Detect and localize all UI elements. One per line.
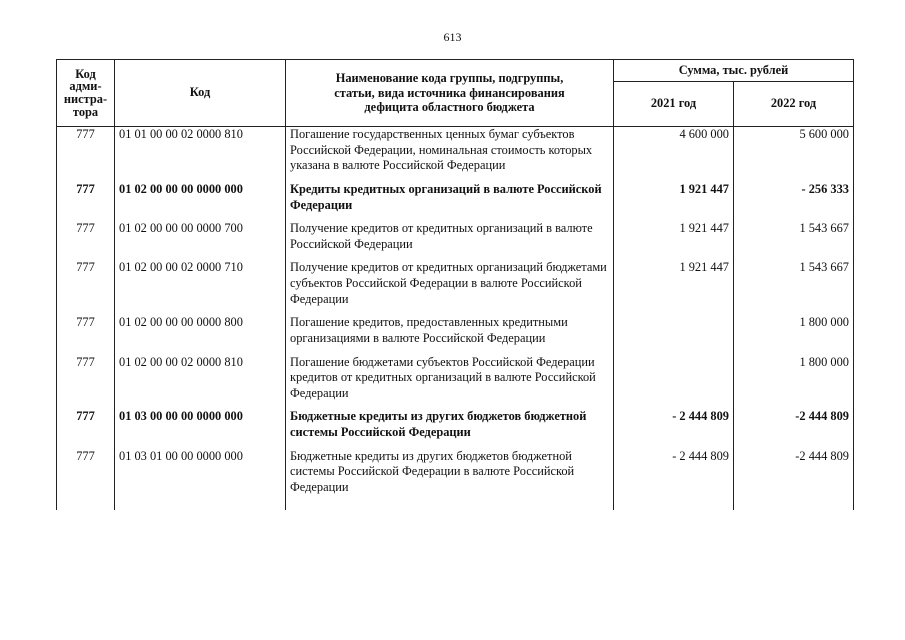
header-admin-line: Код <box>75 66 96 81</box>
cell-amount-2021 <box>614 355 734 410</box>
cell-name: Бюджетные кредиты из других бюджетов бюджетной системы Российской Федерации в валюте Российской Федерации <box>286 449 614 510</box>
cell-amount-2021: - 2 444 809 <box>614 409 734 448</box>
cell-amount-2022: -2 444 809 <box>734 449 854 510</box>
table-row <box>57 127 854 182</box>
header-name <box>286 60 614 127</box>
cell-code: 01 02 00 00 00 0000 000 <box>115 182 286 221</box>
cell-admin-code: 777 <box>57 127 115 182</box>
table-row <box>57 315 854 354</box>
cell-amount-2022: -2 444 809 <box>734 409 854 448</box>
cell-admin-code: 777 <box>57 182 115 221</box>
cell-name: Погашение кредитов, предоставленных кредитными организациями в валюте Российской Федерации <box>286 315 614 354</box>
header-admin-line: нистра- <box>63 92 108 106</box>
table-header-row <box>57 60 854 82</box>
cell-admin-code: 777 <box>57 355 115 410</box>
cell-amount-2021 <box>614 315 734 354</box>
cell-amount-2022: 1 543 667 <box>734 260 854 315</box>
cell-admin-code: 777 <box>57 260 115 315</box>
table-row <box>57 182 854 221</box>
budget-sources-table <box>56 59 854 510</box>
header-admin-line: тора <box>72 104 99 119</box>
cell-name: Погашение государственных ценных бумаг субъектов Российской Федерации, номинальная стоимость которых указана в валюте Российской Федерации <box>286 127 614 182</box>
header-admin-code <box>57 60 115 127</box>
cell-code: 01 02 00 00 02 0000 810 <box>115 355 286 410</box>
cell-admin-code: 777 <box>57 315 115 354</box>
table-row <box>57 260 854 315</box>
cell-admin-code: 777 <box>57 221 115 260</box>
cell-amount-2022: 1 800 000 <box>734 315 854 354</box>
table-row <box>57 221 854 260</box>
cell-amount-2022: - 256 333 <box>734 182 854 221</box>
cell-name: Погашение бюджетами субъектов Российской Федерации кредитов от кредитных организаций в валюте Российской Федерации <box>286 355 614 410</box>
cell-code: 01 03 00 00 00 0000 000 <box>115 409 286 448</box>
cell-code: 01 02 00 00 00 0000 800 <box>115 315 286 354</box>
cell-name: Бюджетные кредиты из других бюджетов бюджетной системы Российской Федерации <box>286 409 614 448</box>
table-row <box>57 449 854 510</box>
cell-code: 01 01 00 00 02 0000 810 <box>115 127 286 182</box>
cell-name: Кредиты кредитных организаций в валюте Российской Федерации <box>286 182 614 221</box>
table-row <box>57 409 854 448</box>
header-admin-line: адми- <box>69 79 102 94</box>
cell-code: 01 03 01 00 00 0000 000 <box>115 449 286 510</box>
header-name-line: дефицита областного бюджета <box>364 100 535 115</box>
header-name-line: статьи, вида источника финансирования <box>334 85 565 100</box>
header-sum-group: Сумма, тыс. рублей <box>614 60 854 82</box>
cell-amount-2022: 1 800 000 <box>734 355 854 410</box>
table-row <box>57 355 854 410</box>
header-name-line: Наименование кода группы, подгруппы, <box>335 70 564 85</box>
cell-name: Получение кредитов от кредитных организаций бюджетами субъектов Российской Федерации в валюте Российской Федерации <box>286 260 614 315</box>
cell-code: 01 02 00 00 02 0000 710 <box>115 260 286 315</box>
cell-amount-2021: 1 921 447 <box>614 260 734 315</box>
cell-code: 01 02 00 00 00 0000 700 <box>115 221 286 260</box>
header-code: Код <box>115 60 286 127</box>
page-number: 613 <box>443 30 462 44</box>
cell-amount-2021: 1 921 447 <box>614 182 734 221</box>
cell-amount-2021: 4 600 000 <box>614 127 734 182</box>
cell-amount-2022: 5 600 000 <box>734 127 854 182</box>
header-year-2021: 2021 год <box>614 82 734 127</box>
cell-admin-code: 777 <box>57 449 115 510</box>
header-year-2022: 2022 год <box>734 82 854 127</box>
cell-admin-code: 777 <box>57 409 115 448</box>
cell-amount-2022: 1 543 667 <box>734 221 854 260</box>
cell-amount-2021: - 2 444 809 <box>614 449 734 510</box>
cell-name: Получение кредитов от кредитных организаций в валюте Российской Федерации <box>286 221 614 260</box>
cell-amount-2021: 1 921 447 <box>614 221 734 260</box>
